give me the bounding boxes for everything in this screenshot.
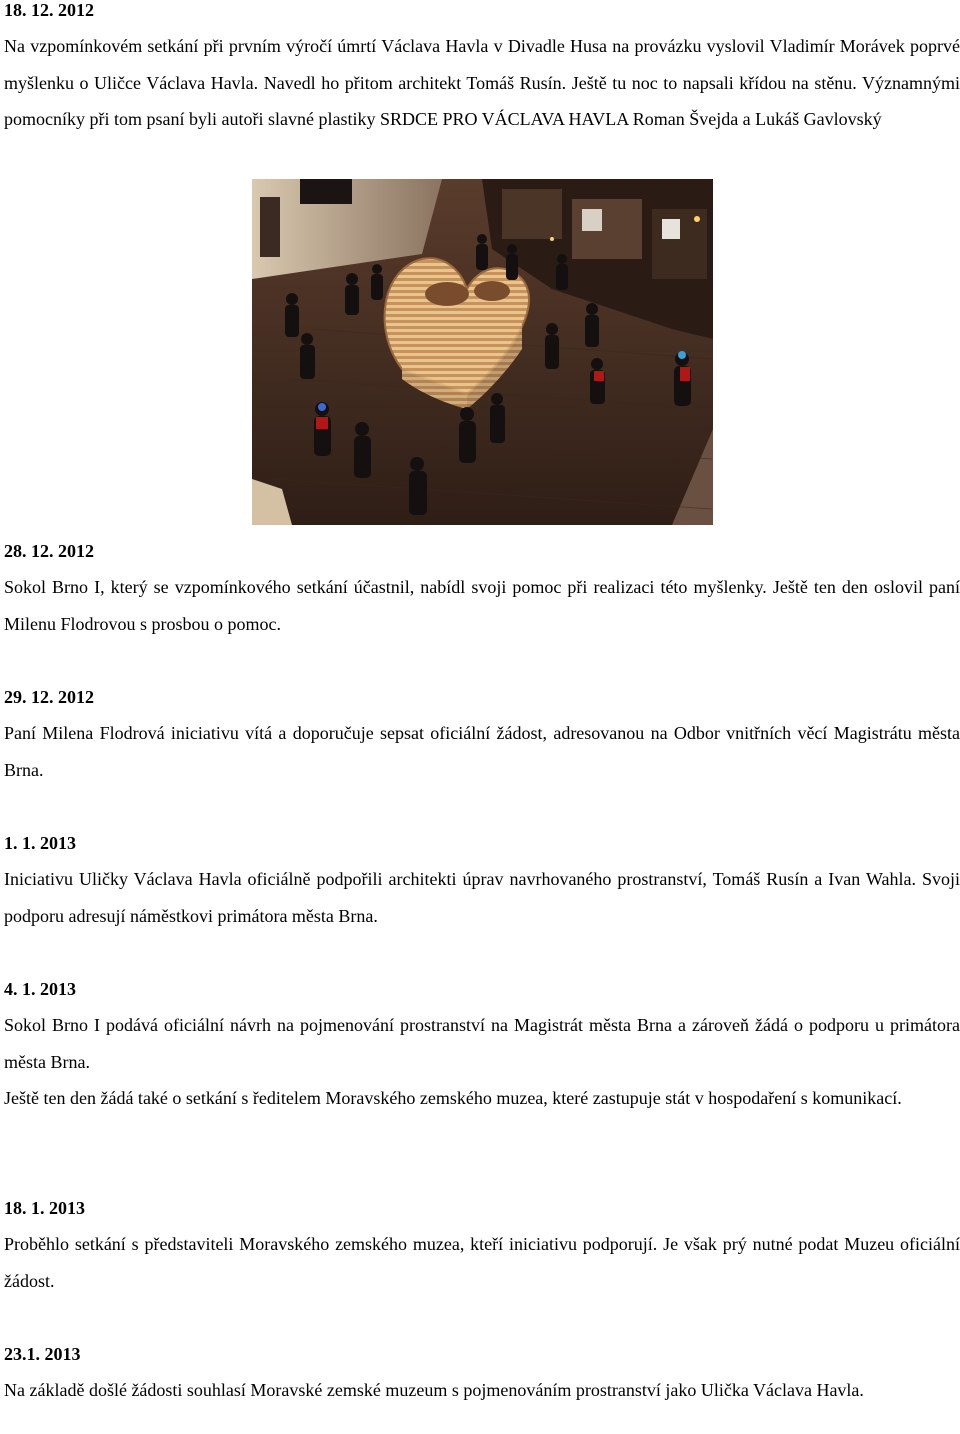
entry-28-12-2012 bbox=[4, 541, 960, 642]
entry-date: 1. 1. 2013 bbox=[4, 833, 76, 853]
entry-text: Iniciativu Uličky Václava Havla oficiálně podpořili architekti úprav navrhovaného prostranství, Tomáš Rusín a Ivan Wahla. Svoji podporu adresují náměstkovi primátora města Brna. bbox=[4, 869, 960, 926]
entry-date: 18. 12. 2012 bbox=[4, 0, 94, 20]
entry-29-12-2012 bbox=[4, 687, 960, 788]
entry-text: Sokol Brno I, který se vzpomínkového setkání účastnil, nabídl svoji pomoc při realizaci této myšlenky. Ještě ten den oslovil paní Milenu Flodrovou s prosbou o pomoc. bbox=[4, 577, 960, 634]
entry-date: 4. 1. 2013 bbox=[4, 979, 76, 999]
entry-1-1-2013 bbox=[4, 833, 960, 934]
entry-text: Na vzpomínkovém setkání při prvním výročí úmrtí Václava Havla v Divadle Husa na provázku vyslovil Vladimír Morávek poprvé myšlenku o Uličce Václava Havla. Navedl ho přitom architekt Tomáš Rusín. Ještě tu noc to napsali křídou na stěnu. Významnými pomocníky při tom psaní byli autoři slavné plastiky SRDCE PRO VÁCLAVA HAVLA Roman Švejda a Lukáš Gavlovský bbox=[4, 36, 960, 129]
entry-date: 28. 12. 2012 bbox=[4, 541, 94, 561]
entry-23-1-2013 bbox=[4, 1344, 960, 1409]
entry-4-1-2013 bbox=[4, 979, 960, 1117]
entry-date: 23.1. 2013 bbox=[4, 1344, 81, 1364]
entry-18-1-2013 bbox=[4, 1198, 960, 1299]
entry-text: Ještě ten den žádá také o setkání s ředitelem Moravského zemského muzea, které zastupuje stát v hospodaření s komunikací. bbox=[4, 1088, 902, 1108]
heart-sculpture-photo bbox=[252, 179, 713, 525]
entry-date: 29. 12. 2012 bbox=[4, 687, 94, 707]
entry-text: Paní Milena Flodrová iniciativu vítá a doporučuje sepsat oficiální žádost, adresovanou na Odbor vnitřních věcí Magistrátu města Brna. bbox=[4, 723, 960, 780]
entry-date: 18. 1. 2013 bbox=[4, 1198, 85, 1218]
entry-text: Proběhlo setkání s představiteli Moravského zemského muzea, kteří iniciativu podporují. Je však prý nutné podat Muzeu oficiální žádost. bbox=[4, 1234, 960, 1291]
entry-18-12-2012 bbox=[4, 0, 960, 138]
entry-text: Sokol Brno I podává oficiální návrh na pojmenování prostranství na Magistrát města Brna a zároveň žádá o podporu u primátora města Brna. bbox=[4, 1015, 960, 1072]
entry-text: Na základě došlé žádosti souhlasí Moravské zemské muzeum s pojmenováním prostranství jako Ulička Václava Havla. bbox=[4, 1380, 864, 1400]
